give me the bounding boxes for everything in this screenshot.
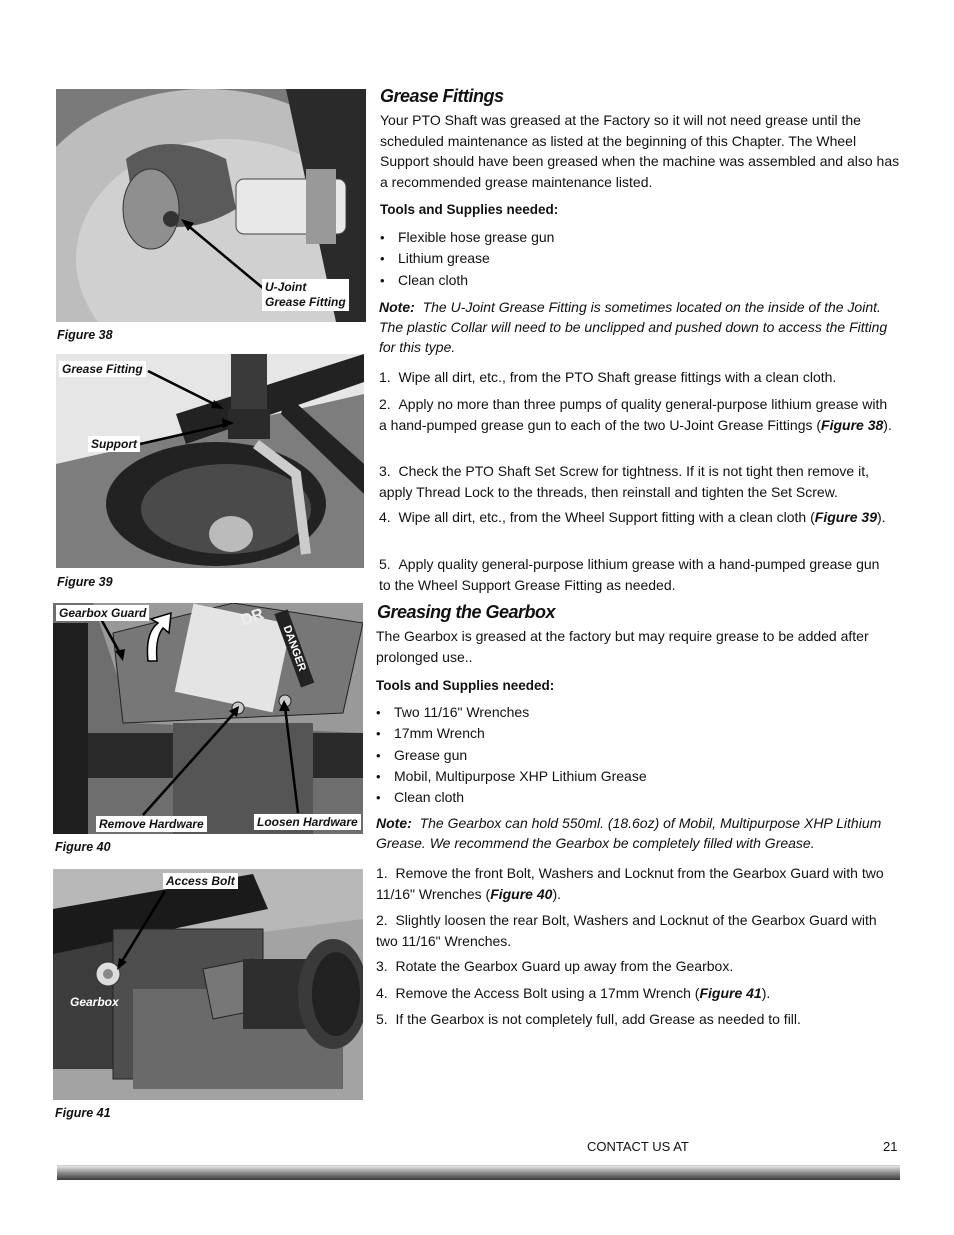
gearbox-step-1: 1. Remove the front Bolt, Washers and Locknut from the Gearbox Guard with two 11/16" Wrenches (Figure 40). [376, 865, 884, 902]
figure-ref: Figure 38 [821, 416, 884, 433]
figure-39-photo [56, 354, 364, 568]
section-title-grease-fittings: Grease Fittings [380, 86, 504, 106]
list-item: • Lithium grease [380, 248, 554, 269]
list-item: • Two 11/16" Wrenches [376, 702, 647, 723]
figure-41-photo [53, 869, 363, 1100]
figure-40-photo [53, 603, 363, 834]
figure-38-photo [56, 89, 366, 322]
note-text: The Gearbox can hold 550ml. (18.6oz) of Mobil, Multipurpose XHP Lithium Grease. We recommend the Gearbox be completely filled with Grease. [376, 815, 882, 851]
footer-rule [57, 1165, 900, 1180]
figure-ref: Figure 40 [490, 885, 553, 902]
footer-contact: CONTACT US AT [587, 1139, 689, 1154]
fig40-dr-logo: DR [238, 605, 267, 630]
fig40-callout-loosen-hardware: Loosen Hardware [254, 814, 361, 830]
gearbox-step-2: 2. Slightly loosen the rear Bolt, Washers and Locknut of the Gearbox Guard with two 11/16" Wrenches. [376, 912, 877, 949]
gearbox-step-4: 4. Remove the Access Bolt using a 17mm Wrench (Figure 41). [376, 985, 771, 1001]
figure-38-caption: Figure 38 [57, 328, 113, 342]
note-label: Note: [376, 815, 412, 831]
page-number: 21 [883, 1139, 898, 1154]
list-item: • Grease gun [376, 745, 647, 766]
grease-fittings-tools-label: Tools and Supplies needed: [380, 202, 559, 217]
figure-ref: Figure 41 [699, 985, 762, 1001]
grease-fittings-step-3: 3. Check the PTO Shaft Set Screw for tightness. If it is not tight then remove it, apply Thread Lock to the threads, then reinstall and tighten the Set Screw. [379, 463, 869, 500]
note-text: The U-Joint Grease Fitting is sometimes located on the inside of the Joint. The plastic Collar will need to be unclipped and pushed down to access the Fitting for this type. [379, 299, 888, 355]
note-label: Note: [379, 299, 415, 315]
fig38-callout-ujoint: U-Joint Grease Fitting [262, 279, 349, 311]
fig41-callout-access-bolt: Access Bolt [163, 873, 238, 889]
gearbox-step-3: 3. Rotate the Gearbox Guard up away from the Gearbox. [376, 958, 734, 974]
grease-fittings-step-2: 2. Apply no more than three pumps of quality general-purpose lithium grease with a hand-pumped grease gun to each of the two U-Joint Grease Fittings (Figure 38). [379, 396, 892, 433]
gearbox-intro: The Gearbox is greased at the factory but may require grease to be added after prolonged use.. [376, 628, 869, 665]
fig40-callout-remove-hardware: Remove Hardware [96, 816, 207, 832]
grease-fittings-note [379, 297, 894, 357]
grease-fittings-step-4: 4. Wipe all dirt, etc., from the Wheel Support fitting with a clean cloth (Figure 39). [379, 509, 886, 525]
gearbox-note [376, 813, 896, 853]
grease-fittings-step-5: 5. Apply quality general-purpose lithium grease with a hand-pumped grease gun to the Wheel Support Grease Fitting as needed. [379, 556, 880, 593]
fig41-callout-gearbox: Gearbox [70, 995, 119, 1009]
fig39-callout-support: Support [88, 436, 140, 452]
list-item: • 17mm Wrench [376, 723, 647, 744]
grease-fittings-tools-list [380, 227, 554, 291]
list-item: • Mobil, Multipurpose XHP Lithium Grease [376, 766, 647, 787]
fig39-callout-grease-fitting: Grease Fitting [59, 361, 146, 377]
grease-fittings-step-1: 1. Wipe all dirt, etc., from the PTO Shaft grease fittings with a clean cloth. [379, 369, 837, 385]
figure-ref: Figure 39 [814, 509, 878, 525]
figure-41-caption: Figure 41 [55, 1106, 111, 1120]
gearbox-step-5: 5. If the Gearbox is not completely full, add Grease as needed to fill. [376, 1011, 801, 1027]
gearbox-tools-label: Tools and Supplies needed: [376, 678, 555, 693]
section-title-greasing-gearbox: Greasing the Gearbox [377, 602, 556, 622]
figure-39-caption: Figure 39 [57, 575, 113, 589]
fig40-danger-title: DANGER [274, 609, 314, 687]
gearbox-tools-list [376, 702, 647, 808]
list-item: • Clean cloth [380, 270, 554, 291]
list-item: • Clean cloth [376, 787, 647, 808]
figure-40-caption: Figure 40 [55, 840, 111, 854]
grease-fittings-intro: Your PTO Shaft was greased at the Factory so it will not need grease until the scheduled maintenance as listed at the beginning of this Chapter. The Wheel Support should have been greased when the machine was assembled and also has a recommended grease maintenance listed. [380, 112, 900, 190]
list-item: • Flexible hose grease gun [380, 227, 554, 248]
fig40-callout-gearbox-guard: Gearbox Guard [56, 605, 149, 621]
